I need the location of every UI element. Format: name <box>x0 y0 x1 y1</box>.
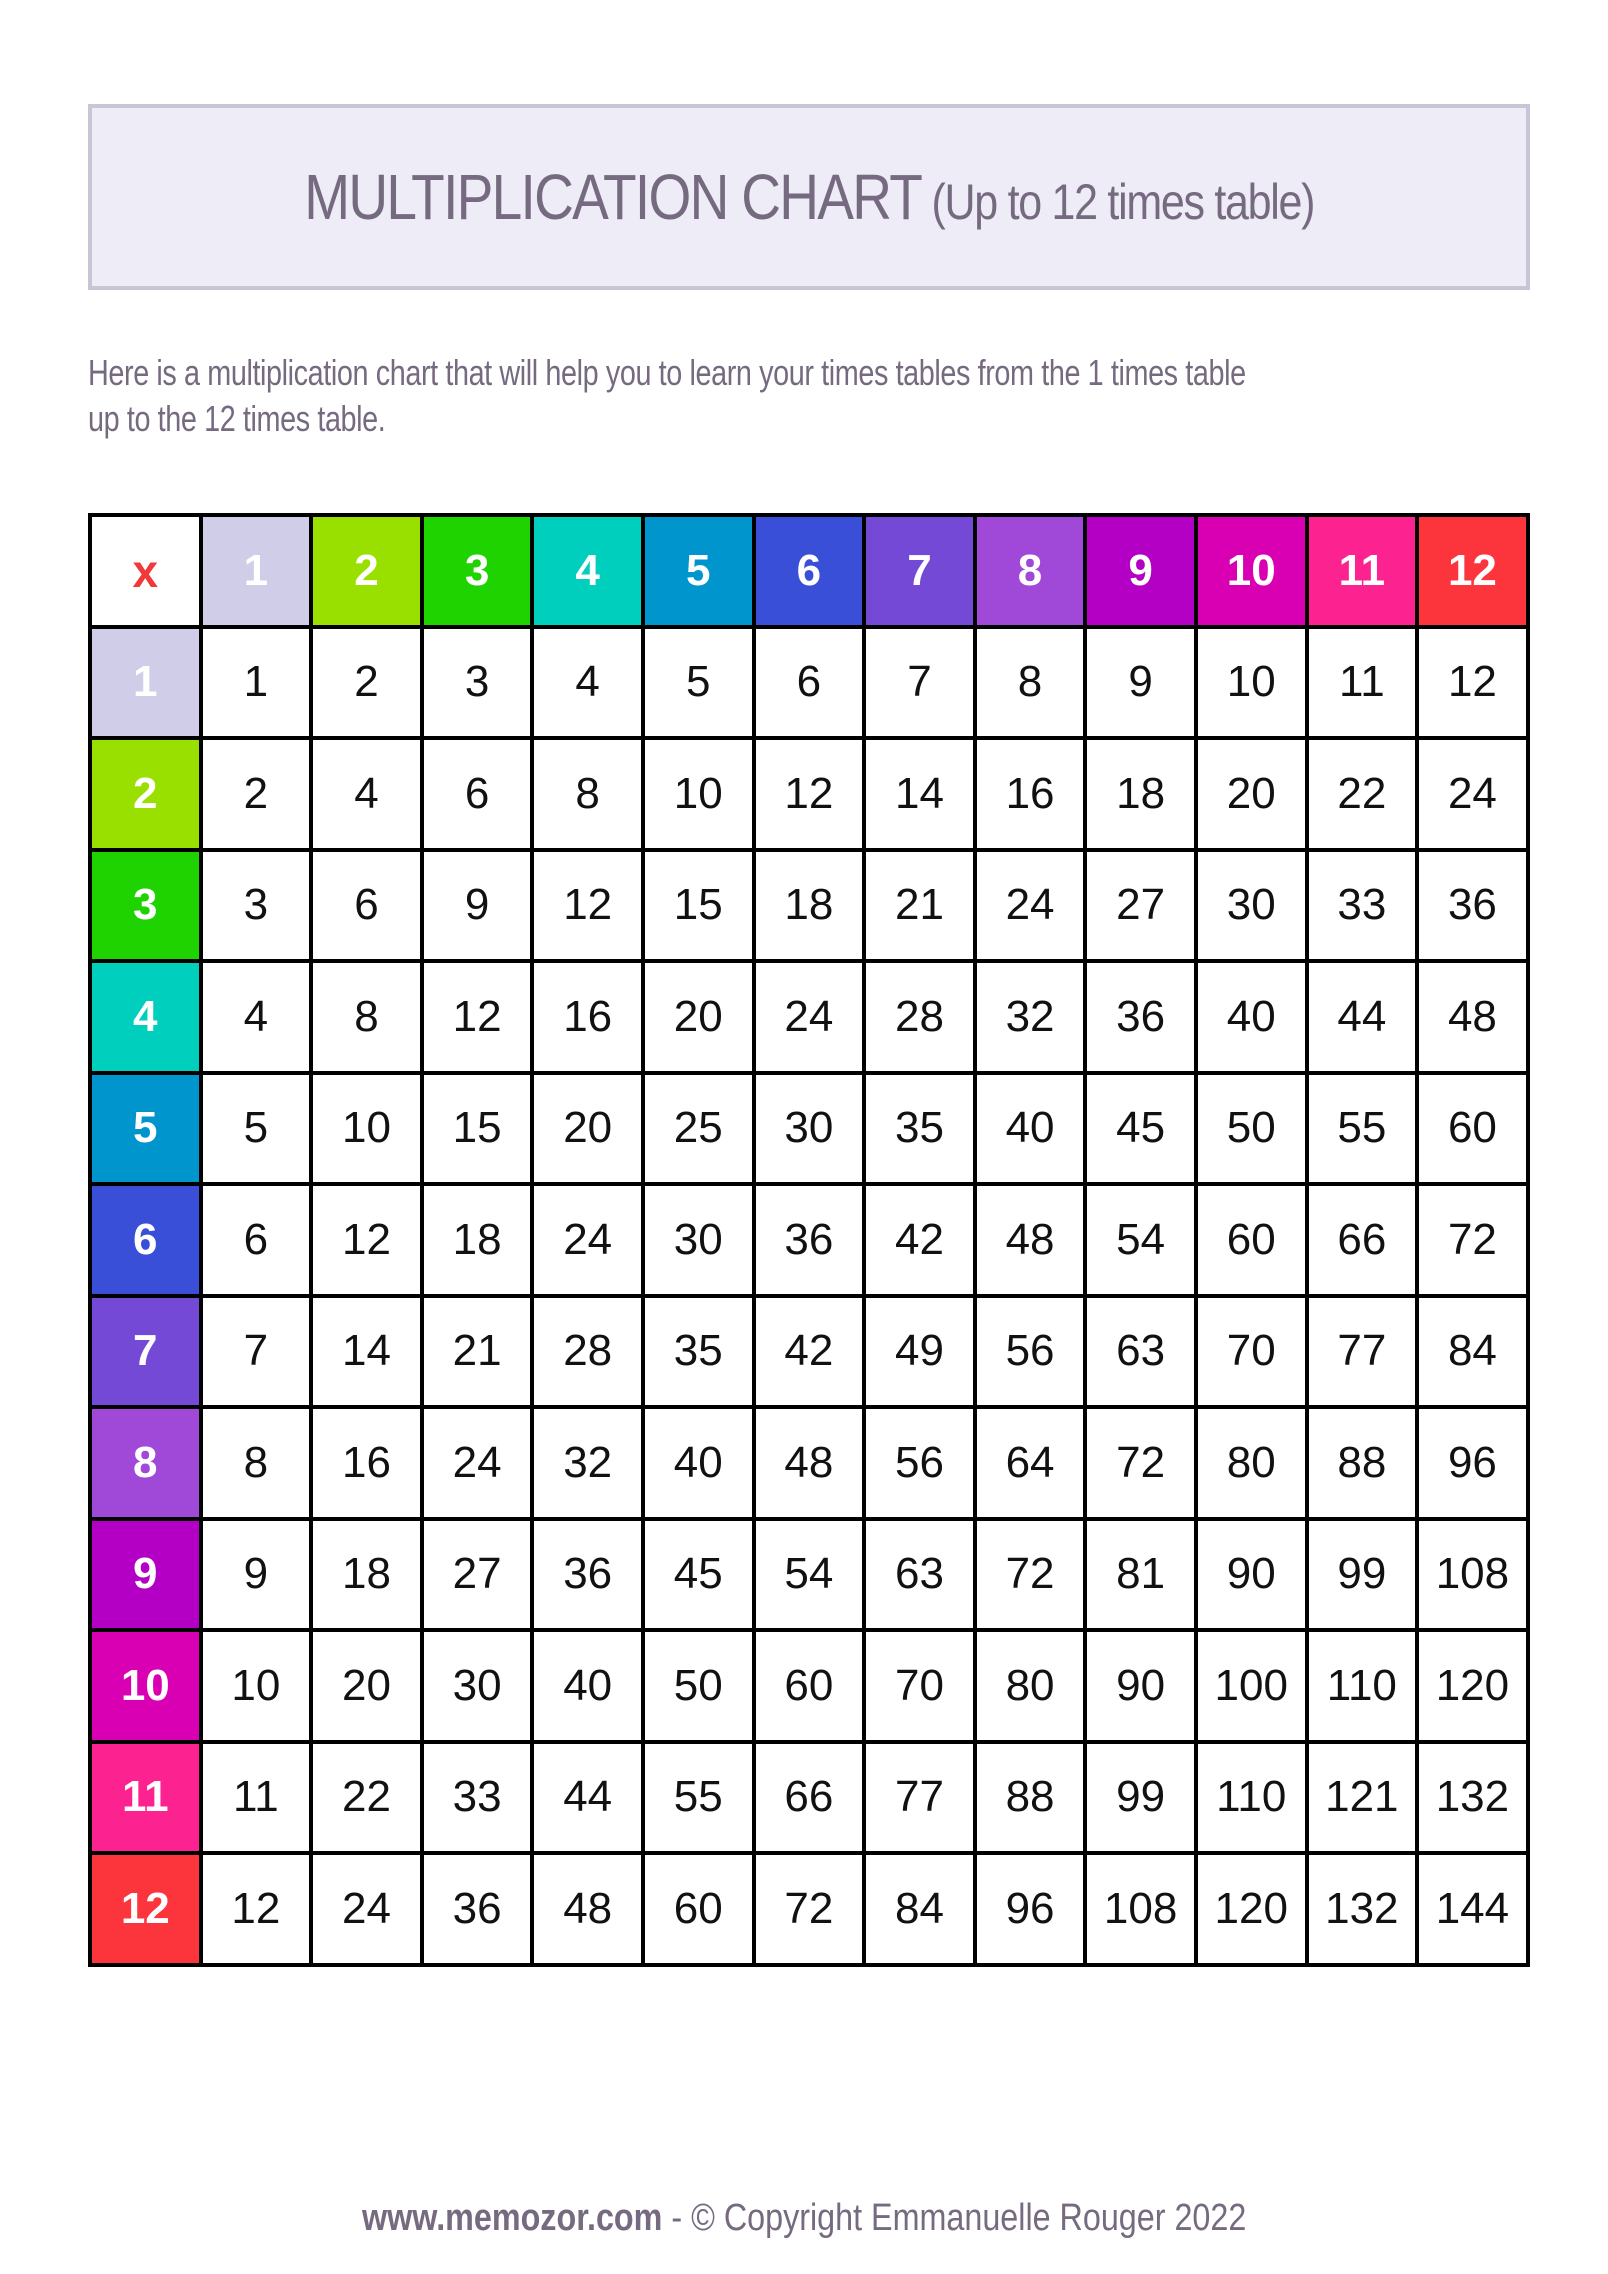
table-cell: 96 <box>1419 1409 1530 1521</box>
column-header-9: 9 <box>1087 517 1198 629</box>
table-cell: 10 <box>1198 629 1309 741</box>
table-cell: 48 <box>1419 963 1530 1075</box>
column-header-1: 1 <box>203 517 314 629</box>
row-header-9: 9 <box>92 1521 203 1633</box>
table-cell: 30 <box>645 1186 756 1298</box>
footer <box>0 2197 1608 2240</box>
table-cell: 44 <box>1309 963 1420 1075</box>
table-cell: 27 <box>424 1521 535 1633</box>
table-cell: 36 <box>534 1521 645 1633</box>
table-cell: 60 <box>1419 1075 1530 1187</box>
table-cell: 5 <box>645 629 756 741</box>
table-cell: 14 <box>866 740 977 852</box>
table-cell: 70 <box>1198 1298 1309 1410</box>
table-cell: 36 <box>424 1855 535 1967</box>
table-cell: 35 <box>645 1298 756 1410</box>
column-header-4: 4 <box>534 517 645 629</box>
table-cell: 24 <box>1419 740 1530 852</box>
table-cell: 132 <box>1309 1855 1420 1967</box>
table-cell: 6 <box>424 740 535 852</box>
table-cell: 24 <box>977 852 1088 964</box>
table-cell: 81 <box>1087 1521 1198 1633</box>
table-cell: 36 <box>1087 963 1198 1075</box>
table-cell: 72 <box>1419 1186 1530 1298</box>
table-cell: 42 <box>866 1186 977 1298</box>
row-header-5: 5 <box>92 1075 203 1187</box>
table-cell: 20 <box>645 963 756 1075</box>
table-cell: 60 <box>645 1855 756 1967</box>
row-header-6: 6 <box>92 1186 203 1298</box>
table-cell: 12 <box>756 740 867 852</box>
table-cell: 99 <box>1087 1744 1198 1856</box>
table-cell: 1 <box>203 629 314 741</box>
corner-x-cell: x <box>92 517 203 629</box>
table-cell: 27 <box>1087 852 1198 964</box>
table-cell: 18 <box>1087 740 1198 852</box>
row-header-11: 11 <box>92 1744 203 1856</box>
row-header-3: 3 <box>92 852 203 964</box>
table-cell: 40 <box>977 1075 1088 1187</box>
table-cell: 99 <box>1309 1521 1420 1633</box>
table-cell: 10 <box>203 1632 314 1744</box>
table-cell: 30 <box>756 1075 867 1187</box>
table-cell: 3 <box>203 852 314 964</box>
table-cell: 8 <box>313 963 424 1075</box>
table-cell: 90 <box>1087 1632 1198 1744</box>
column-header-8: 8 <box>977 517 1088 629</box>
table-cell: 48 <box>534 1855 645 1967</box>
table-cell: 14 <box>313 1298 424 1410</box>
row-header-2: 2 <box>92 740 203 852</box>
table-cell: 32 <box>534 1409 645 1521</box>
table-cell: 84 <box>866 1855 977 1967</box>
footer-inner <box>362 2197 1246 2240</box>
column-header-11: 11 <box>1309 517 1420 629</box>
table-cell: 8 <box>977 629 1088 741</box>
intro-text <box>88 350 1288 442</box>
table-cell: 49 <box>866 1298 977 1410</box>
table-cell: 6 <box>313 852 424 964</box>
table-cell: 64 <box>977 1409 1088 1521</box>
table-cell: 40 <box>534 1632 645 1744</box>
table-cell: 120 <box>1419 1632 1530 1744</box>
table-cell: 18 <box>424 1186 535 1298</box>
table-cell: 55 <box>645 1744 756 1856</box>
table-cell: 66 <box>756 1744 867 1856</box>
table-cell: 77 <box>1309 1298 1420 1410</box>
table-cell: 48 <box>756 1409 867 1521</box>
table-cell: 22 <box>1309 740 1420 852</box>
table-cell: 11 <box>1309 629 1420 741</box>
table-cell: 20 <box>1198 740 1309 852</box>
table-cell: 108 <box>1087 1855 1198 1967</box>
table-cell: 40 <box>1198 963 1309 1075</box>
table-cell: 36 <box>1419 852 1530 964</box>
table-cell: 18 <box>756 852 867 964</box>
column-header-7: 7 <box>866 517 977 629</box>
row-header-7: 7 <box>92 1298 203 1410</box>
table-cell: 8 <box>203 1409 314 1521</box>
table-cell: 8 <box>534 740 645 852</box>
table-cell: 56 <box>866 1409 977 1521</box>
column-header-2: 2 <box>313 517 424 629</box>
table-cell: 72 <box>756 1855 867 1967</box>
table-cell: 15 <box>424 1075 535 1187</box>
table-cell: 24 <box>756 963 867 1075</box>
column-header-10: 10 <box>1198 517 1309 629</box>
table-cell: 12 <box>203 1855 314 1967</box>
title-inner <box>304 160 1314 234</box>
table-cell: 10 <box>313 1075 424 1187</box>
table-cell: 2 <box>203 740 314 852</box>
table-cell: 3 <box>424 629 535 741</box>
table-cell: 30 <box>424 1632 535 1744</box>
table-cell: 2 <box>313 629 424 741</box>
table-cell: 72 <box>977 1521 1088 1633</box>
table-cell: 16 <box>977 740 1088 852</box>
table-cell: 54 <box>756 1521 867 1633</box>
table-cell: 7 <box>203 1298 314 1410</box>
table-cell: 50 <box>645 1632 756 1744</box>
table-cell: 66 <box>1309 1186 1420 1298</box>
table-cell: 12 <box>313 1186 424 1298</box>
table-cell: 48 <box>977 1186 1088 1298</box>
table-cell: 9 <box>203 1521 314 1633</box>
table-cell: 144 <box>1419 1855 1530 1967</box>
table-cell: 16 <box>313 1409 424 1521</box>
column-header-5: 5 <box>645 517 756 629</box>
table-cell: 35 <box>866 1075 977 1187</box>
table-cell: 32 <box>977 963 1088 1075</box>
table-cell: 120 <box>1198 1855 1309 1967</box>
table-cell: 12 <box>534 852 645 964</box>
table-cell: 36 <box>756 1186 867 1298</box>
table-cell: 90 <box>1198 1521 1309 1633</box>
table-cell: 28 <box>534 1298 645 1410</box>
table-cell: 21 <box>424 1298 535 1410</box>
table-cell: 24 <box>313 1855 424 1967</box>
table-cell: 121 <box>1309 1744 1420 1856</box>
page-title: MULTIPLICATION CHART <box>304 161 921 233</box>
table-cell: 16 <box>534 963 645 1075</box>
row-header-10: 10 <box>92 1632 203 1744</box>
table-cell: 21 <box>866 852 977 964</box>
table-cell: 20 <box>313 1632 424 1744</box>
table-cell: 7 <box>866 629 977 741</box>
table-cell: 63 <box>866 1521 977 1633</box>
table-cell: 12 <box>424 963 535 1075</box>
table-cell: 110 <box>1309 1632 1420 1744</box>
table-cell: 28 <box>866 963 977 1075</box>
table-cell: 4 <box>534 629 645 741</box>
row-header-8: 8 <box>92 1409 203 1521</box>
table-cell: 6 <box>756 629 867 741</box>
table-cell: 88 <box>977 1744 1088 1856</box>
table-cell: 9 <box>424 852 535 964</box>
page-subtitle: (Up to 12 times table) <box>931 174 1314 230</box>
table-cell: 22 <box>313 1744 424 1856</box>
table-cell: 63 <box>1087 1298 1198 1410</box>
table-cell: 45 <box>645 1521 756 1633</box>
table-cell: 11 <box>203 1744 314 1856</box>
table-cell: 96 <box>977 1855 1088 1967</box>
table-cell: 55 <box>1309 1075 1420 1187</box>
table-cell: 56 <box>977 1298 1088 1410</box>
intro-line-1: Here is a multiplication chart that will help you to learn your times tables from the 1 times table <box>88 352 1246 393</box>
column-header-3: 3 <box>424 517 535 629</box>
row-header-4: 4 <box>92 963 203 1075</box>
table-cell: 54 <box>1087 1186 1198 1298</box>
footer-link[interactable]: www.memozor.com <box>361 2197 663 2239</box>
table-cell: 80 <box>977 1632 1088 1744</box>
table-cell: 72 <box>1087 1409 1198 1521</box>
row-header-1: 1 <box>92 629 203 741</box>
table-cell: 110 <box>1198 1744 1309 1856</box>
table-cell: 80 <box>1198 1409 1309 1521</box>
table-cell: 84 <box>1419 1298 1530 1410</box>
column-header-12: 12 <box>1419 517 1530 629</box>
table-cell: 70 <box>866 1632 977 1744</box>
table-cell: 100 <box>1198 1632 1309 1744</box>
intro-line-2: up to the 12 times table. <box>88 398 386 439</box>
column-header-6: 6 <box>756 517 867 629</box>
table-cell: 10 <box>645 740 756 852</box>
title-banner <box>88 104 1530 290</box>
table-cell: 5 <box>203 1075 314 1187</box>
table-cell: 88 <box>1309 1409 1420 1521</box>
table-cell: 24 <box>424 1409 535 1521</box>
table-cell: 12 <box>1419 629 1530 741</box>
table-cell: 132 <box>1419 1744 1530 1856</box>
row-header-12: 12 <box>92 1855 203 1967</box>
table-cell: 4 <box>313 740 424 852</box>
table-cell: 33 <box>424 1744 535 1856</box>
table-cell: 30 <box>1198 852 1309 964</box>
table-cell: 33 <box>1309 852 1420 964</box>
table-cell: 42 <box>756 1298 867 1410</box>
table-cell: 25 <box>645 1075 756 1187</box>
footer-copyright: - © Copyright Emmanuelle Rouger 2022 <box>662 2197 1247 2239</box>
table-cell: 15 <box>645 852 756 964</box>
table-cell: 60 <box>756 1632 867 1744</box>
table-cell: 24 <box>534 1186 645 1298</box>
table-cell: 44 <box>534 1744 645 1856</box>
table-cell: 9 <box>1087 629 1198 741</box>
table-cell: 18 <box>313 1521 424 1633</box>
table-cell: 45 <box>1087 1075 1198 1187</box>
multiplication-table <box>88 513 1530 1967</box>
table-cell: 108 <box>1419 1521 1530 1633</box>
table-cell: 60 <box>1198 1186 1309 1298</box>
table-cell: 4 <box>203 963 314 1075</box>
table-cell: 6 <box>203 1186 314 1298</box>
table-cell: 40 <box>645 1409 756 1521</box>
table-cell: 20 <box>534 1075 645 1187</box>
table-cell: 77 <box>866 1744 977 1856</box>
table-cell: 50 <box>1198 1075 1309 1187</box>
